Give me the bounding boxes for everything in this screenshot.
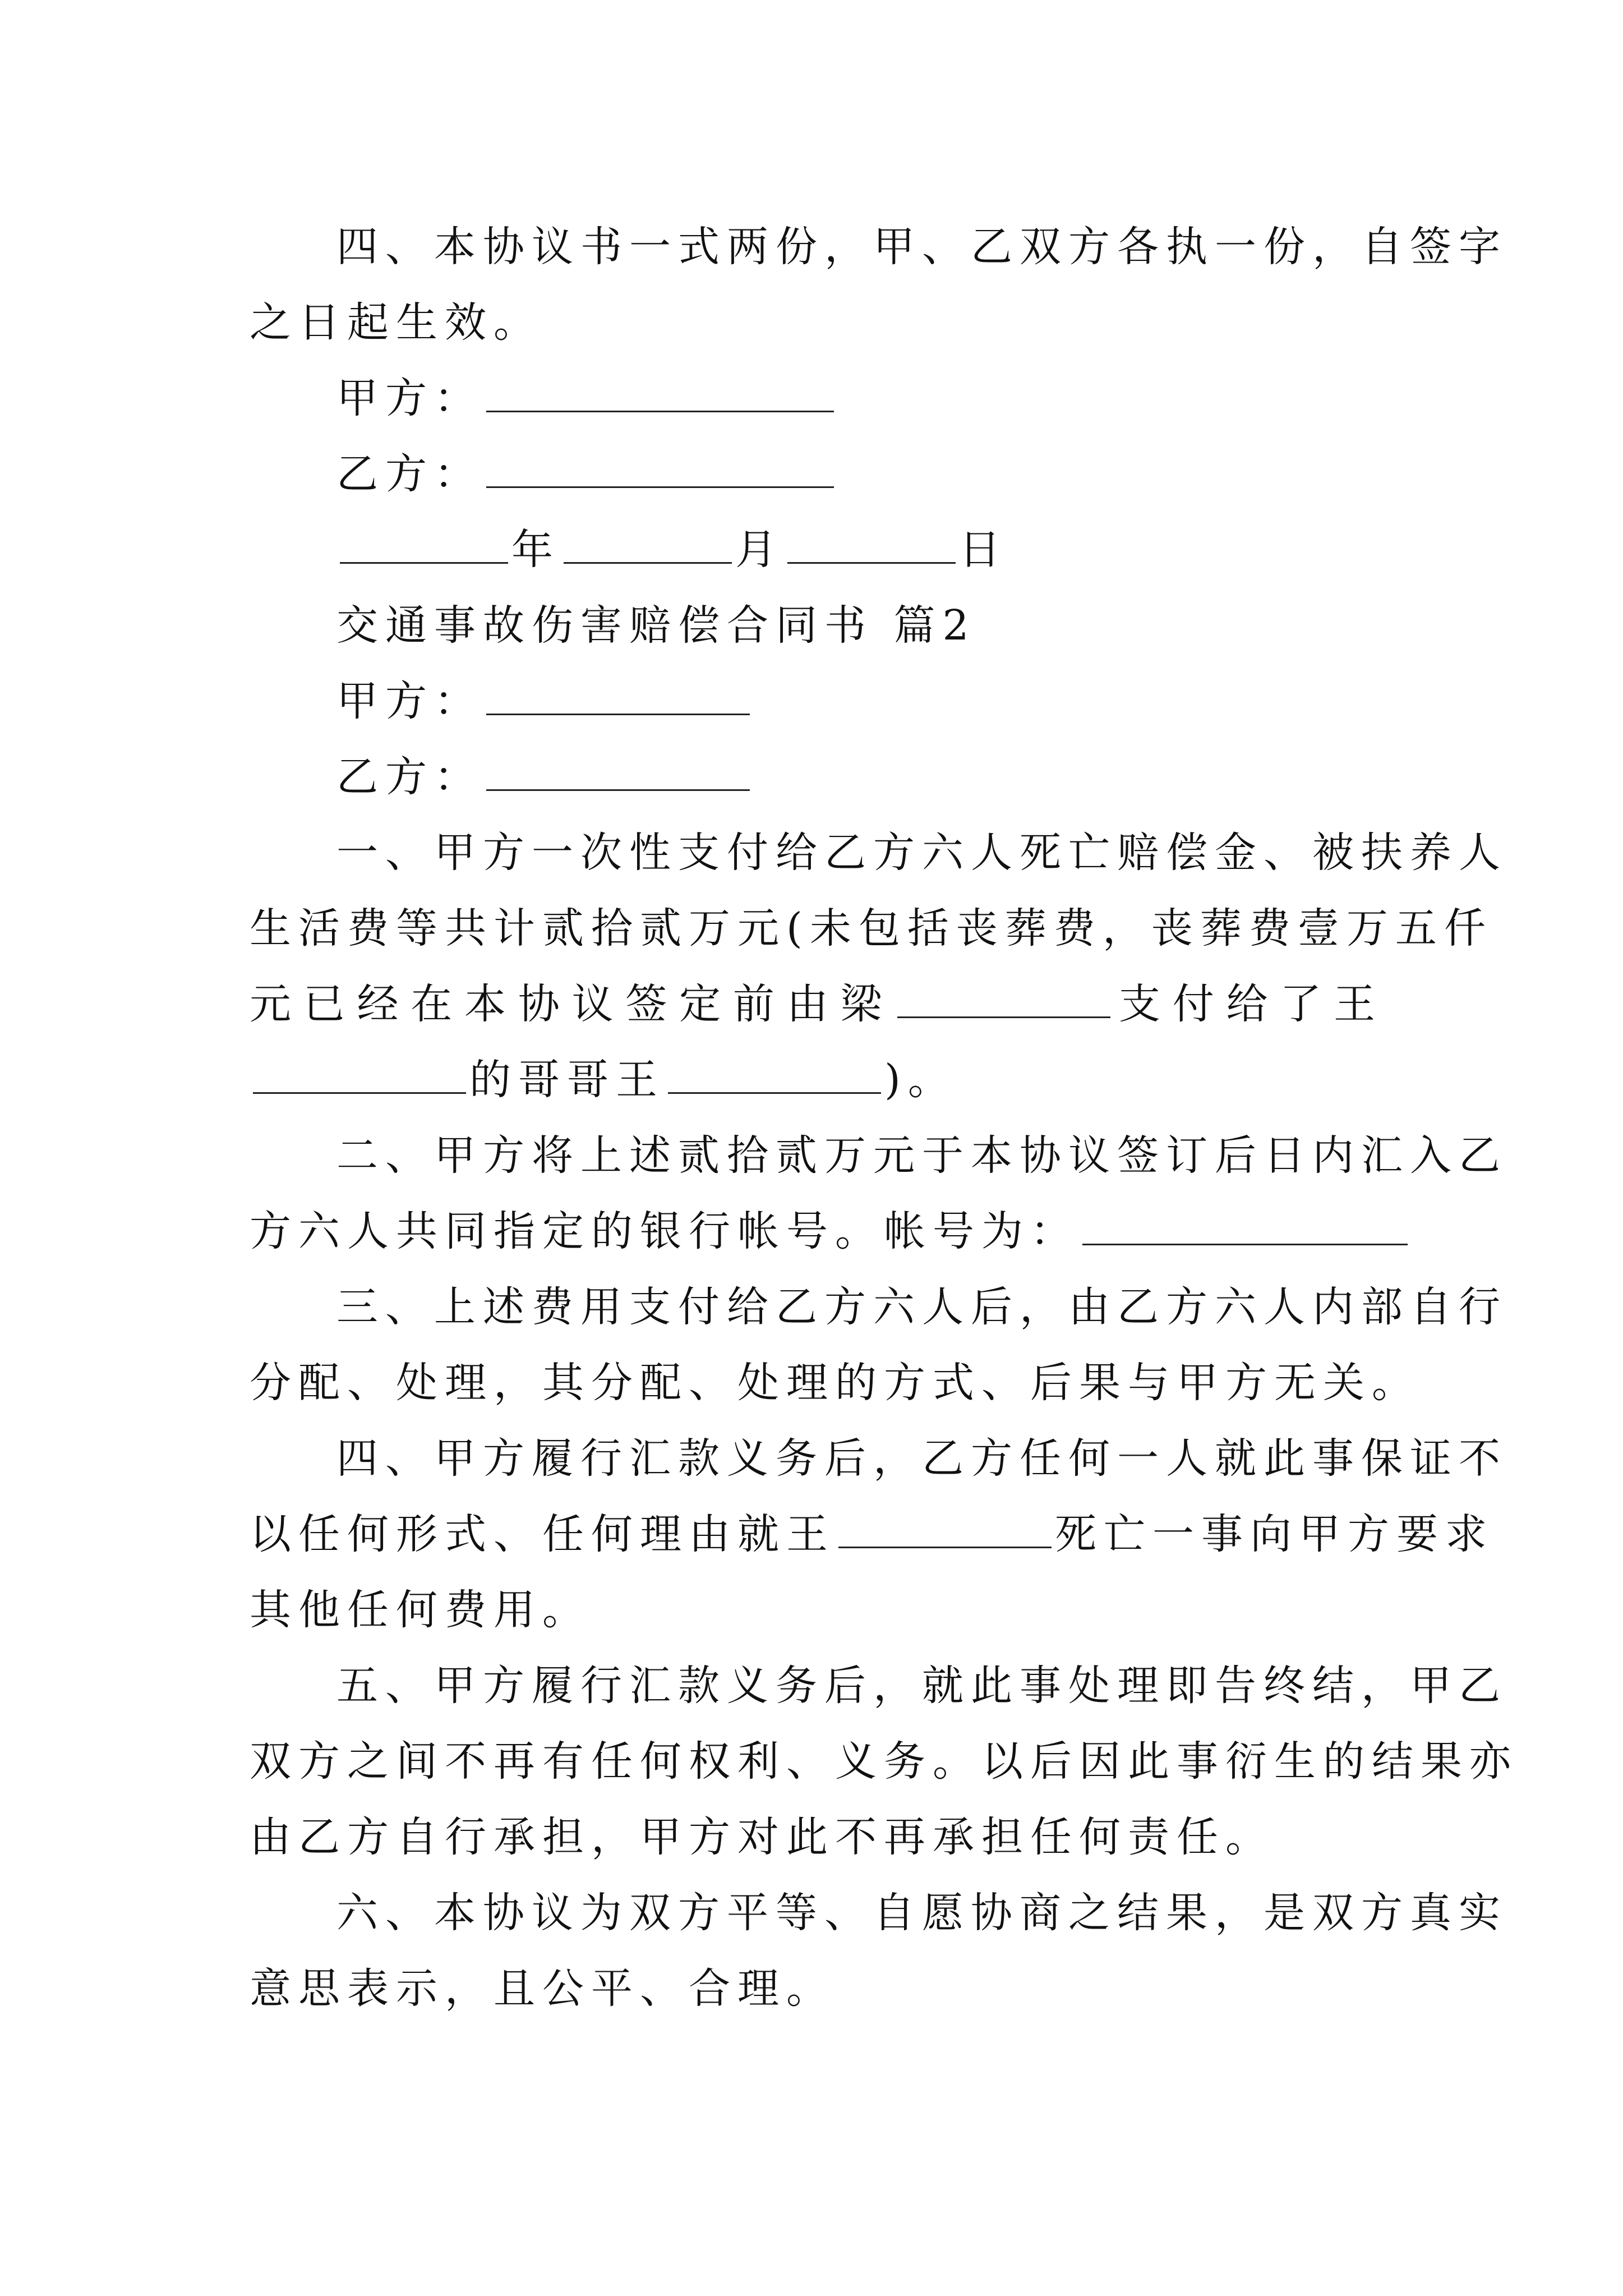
- date-line: [336, 522, 1382, 578]
- clause-text: 四、甲方履行汇款义务后，乙方任何一人就此事保证不: [336, 1434, 1507, 1483]
- clause-text: 分配、处理，其分配、处理的方式、后果与甲方无关。: [250, 1359, 1421, 1407]
- section-title-text: 交通事故伤害赔偿合同书 篇2: [336, 601, 976, 650]
- paragraph-line: [336, 1658, 1507, 1714]
- paragraph-line: [250, 1582, 1382, 1638]
- party-a-label: 甲方：: [336, 677, 483, 725]
- party-b-signature-line: [336, 446, 1382, 502]
- name-blank: [897, 979, 1110, 1018]
- name-blank: [668, 1055, 881, 1094]
- year-blank: [340, 525, 508, 564]
- clause-text: 六、本协议为双方平等、自愿协商之结果，是双方真实: [336, 1889, 1507, 1937]
- name-blank: [253, 1055, 466, 1094]
- clause-text: 其他任何费用。: [250, 1586, 591, 1634]
- paragraph-line: [250, 976, 1382, 1032]
- party-b-label: 乙方：: [336, 753, 483, 801]
- clause-text: 一、甲方一次性支付给乙方六人死亡赔偿金、被扶养人: [336, 829, 1507, 877]
- party-b-line: [336, 749, 1382, 805]
- paragraph-line: [336, 1128, 1507, 1184]
- clause-text: 支付给了王: [1114, 980, 1383, 1028]
- clause-text: 之日起生效。: [250, 298, 542, 347]
- clause-text: 三、上述费用支付给乙方六人后，由乙方六人内部自行: [336, 1283, 1507, 1331]
- paragraph-line: [250, 1355, 1421, 1411]
- clause-text: 由乙方自行承担，甲方对此不再承担任何责任。: [250, 1813, 1274, 1861]
- section-title: [336, 597, 1382, 654]
- paragraph-line: [250, 1961, 1382, 2017]
- paragraph-line: [336, 1430, 1507, 1487]
- clause-text: )。: [884, 1056, 957, 1104]
- name-blank: [838, 1510, 1052, 1548]
- paragraph-line: [250, 1052, 1382, 1108]
- month-label: 月: [735, 526, 784, 574]
- paragraph-line: [250, 1203, 1382, 1259]
- clause-text: 元已经在本协议签定前由梁: [250, 980, 895, 1028]
- party-a-label: 甲方：: [336, 374, 483, 422]
- clause-text: 生活费等共计贰拾贰万元(未包括丧葬费，丧葬费壹万五仟: [250, 904, 1493, 953]
- paragraph-line: [250, 295, 1382, 351]
- paragraph-line: [336, 1279, 1507, 1335]
- day-label: 日: [959, 526, 1008, 574]
- account-number-blank: [1082, 1207, 1408, 1245]
- paragraph-line: [250, 1506, 1494, 1562]
- party-a-line: [336, 673, 1382, 729]
- party-b-blank: [486, 449, 834, 488]
- clause-text: 二、甲方将上述贰拾贰万元于本协议签订后日内汇入乙: [336, 1131, 1507, 1180]
- paragraph-line: [250, 1733, 1518, 1789]
- paragraph-line: [250, 1809, 1382, 1865]
- paragraph-line: [336, 219, 1507, 275]
- clause-text: 意思表示，且公平、合理。: [250, 1964, 835, 2013]
- clause-text: 五、甲方履行汇款义务后，就此事处理即告终结，甲乙: [336, 1662, 1507, 1710]
- party-a-signature-line: [336, 370, 1382, 426]
- month-blank: [564, 525, 732, 564]
- clause-text: 的哥哥王: [469, 1056, 665, 1104]
- paragraph-line: [250, 900, 1493, 956]
- paragraph-line: [336, 825, 1507, 881]
- paragraph-line: [336, 1885, 1507, 1941]
- party-a-blank: [486, 677, 750, 715]
- year-label: 年: [511, 526, 560, 574]
- party-b-label: 乙方：: [336, 450, 483, 498]
- party-a-blank: [486, 374, 834, 412]
- clause-text: 双方之间不再有任何权利、义务。以后因此事衍生的结果亦: [250, 1737, 1518, 1786]
- clause-text: 死亡一事向甲方要求: [1055, 1510, 1494, 1558]
- party-b-blank: [486, 752, 750, 791]
- clause-text: 方六人共同指定的银行帐号。帐号为：: [250, 1207, 1079, 1255]
- clause-text: 四、本协议书一式两份，甲、乙双方各执一份，自签字: [336, 223, 1507, 271]
- clause-text: 以任何形式、任何理由就王: [250, 1510, 835, 1558]
- day-blank: [787, 525, 956, 564]
